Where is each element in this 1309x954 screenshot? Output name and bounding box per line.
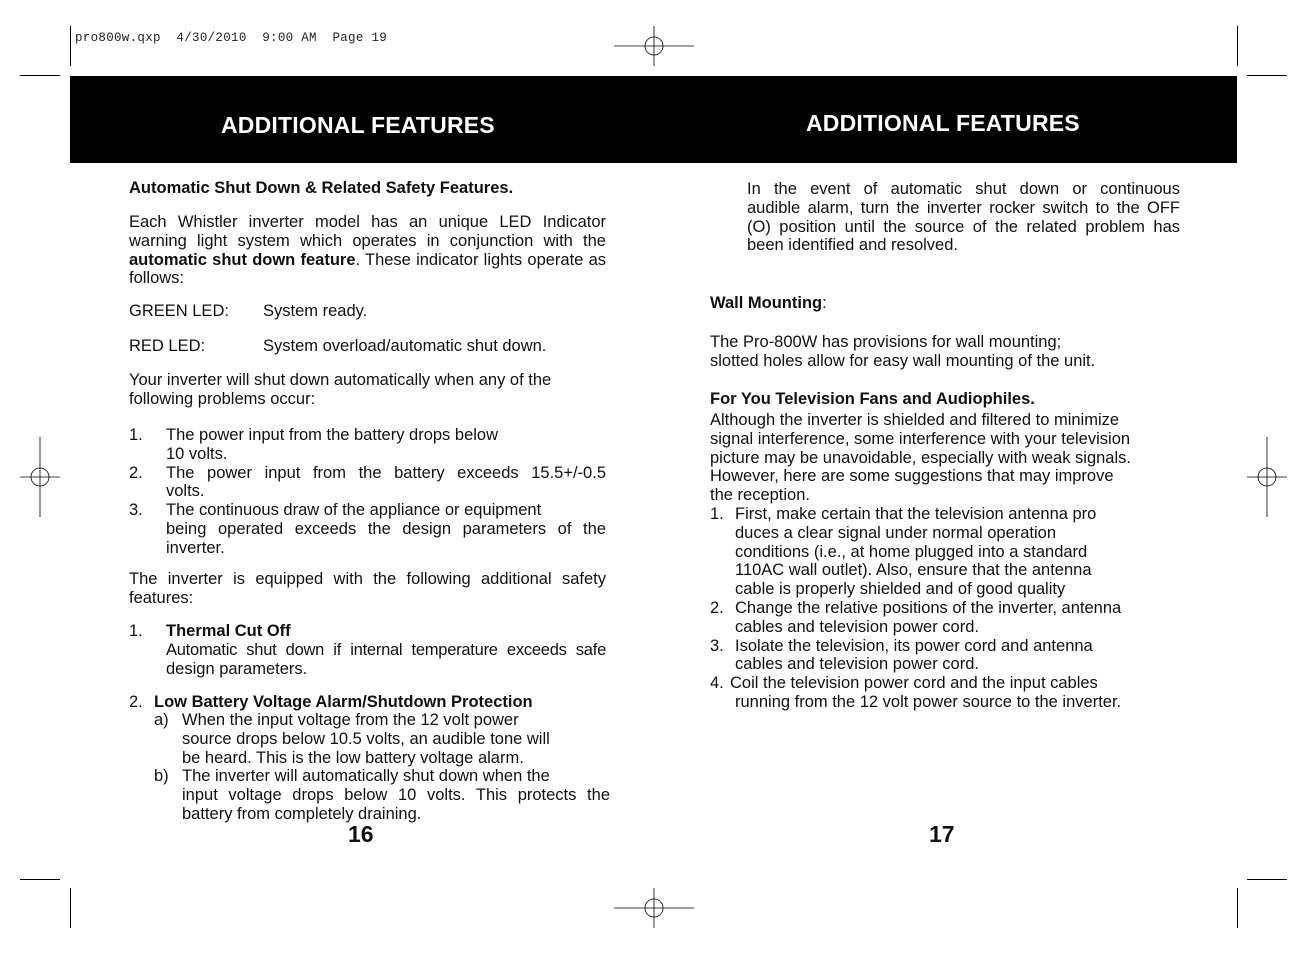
red-led-text: System overload/automatic shut down. [263, 337, 547, 355]
low-battery-subitems [154, 711, 610, 824]
led-intro-paragraph: Each Whistler inverter model has an unique LED Indicator warning light system which operates in conjunction with the automatic shut down feature. These indicator lights operate as follows: [129, 213, 606, 288]
wall-mounting-paragraph: The Pro-800W has provisions for wall mounting; slotted holes allow for easy wall mounting of the unit. [710, 333, 1096, 370]
shutdown-heading: Automatic Shut Down & Related Safety Features. [129, 179, 514, 197]
left-page-title: ADDITIONAL FEATURES [221, 112, 495, 138]
registration-mark-icon [20, 437, 60, 517]
list-item: 4. Coil the television power cord and the input cables running from the 12 volt power source to the inverter. [710, 674, 1122, 711]
low-battery-title: Low Battery Voltage Alarm/Shutdown Protection [154, 693, 533, 711]
crop-mark [1247, 879, 1287, 880]
crop-mark [20, 879, 60, 880]
list-item: 2. The power input from the battery exceeds 15.5+/-0.5 volts. [129, 463, 606, 501]
list-item: 2. Change the relative positions of the inverter, antenna cables and television power cord. [710, 598, 1122, 636]
green-led-label: GREEN LED: [129, 302, 229, 320]
registration-mark-icon [614, 26, 694, 66]
safety-intro-paragraph: The inverter is equipped with the following additional safety features: [129, 570, 606, 607]
crop-mark [70, 26, 71, 66]
list-item: 1. The power input from the battery drops below 10 volts. [129, 426, 499, 463]
crop-mark [1237, 888, 1238, 928]
low-battery-number: 2. [129, 693, 143, 711]
page-number-right: 17 [929, 821, 955, 847]
list-item: 3. Isolate the television, its power cord and antenna cables and television power cord. [710, 636, 1093, 674]
crop-mark [70, 888, 71, 928]
list-item: b) The inverter will automatically shut down when the input voltage drops below 10 volts. This protects the battery from completely draining. [154, 767, 610, 823]
crop-mark [20, 75, 60, 76]
crop-mark [1247, 75, 1287, 76]
file-slug: pro800w.qxp 4/30/2010 9:00 AM Page 19 [75, 31, 388, 45]
shutdown-intro-paragraph: Your inverter will shut down automatically when any of the following problems occur: [129, 371, 552, 408]
thermal-cutoff-title: Thermal Cut Off [166, 622, 291, 640]
list-item: a) When the input voltage from the 12 volt power source drops below 10.5 volts, an audible tone will be heard. This is the low battery voltage alarm. [154, 711, 550, 767]
alarm-paragraph: In the event of automatic shut down or continuous audible alarm, turn the inverter rocker switch to the OFF (O) position until the source of the related problem has been identified and resolved. [747, 180, 1180, 255]
list-item: 1. First, make certain that the television antenna pro duces a clear signal under normal operation conditions (i.e., at home plugged into a standard 110AC wall outlet). Also, ensure that the antenna cable is properly shielded and of good quality [710, 504, 1097, 599]
tv-paragraph: Although the inverter is shielded and filtered to minimize signal interference, some interference with your television picture may be unavoidable, especially with weak signals. However, here are some suggestions that may improve the reception. 1. First, make certain that the television antenna pro duces a clear signal under normal operation conditions (i.e., at home plugged into a standard 110AC wall outlet). Also, ensure that the antenna cable is properly shielded and of good quality 2. Change the relative positions of the inverter, antenna cables and television power cord. 3. Isolate the television, its power cord and antenna cables and television power cord. 4. Coil the television power cord and the input cables running from the 12 volt power source to the inverter. [710, 411, 1185, 712]
wall-mounting-heading: Wall Mounting: [710, 294, 827, 312]
crop-mark [1237, 26, 1238, 66]
registration-mark-icon [614, 888, 694, 928]
list-item: 3. The continuous draw of the appliance or equipment being operated exceeds the design parameters of the inverter. [129, 501, 606, 557]
thermal-cutoff-item: 1. Thermal Cut Off Automatic shut down if internal temperature exceeds safe design parameters. [129, 622, 606, 678]
problem-list [129, 426, 606, 558]
registration-mark-icon [1247, 437, 1287, 517]
right-page-title: ADDITIONAL FEATURES [806, 110, 1080, 136]
emphasis: automatic shut down feature [129, 250, 356, 269]
page-number-left: 16 [348, 821, 374, 847]
tv-heading: For You Television Fans and Audiophiles. [710, 390, 1035, 408]
red-led-label: RED LED: [129, 337, 206, 355]
green-led-text: System ready. [263, 302, 368, 320]
